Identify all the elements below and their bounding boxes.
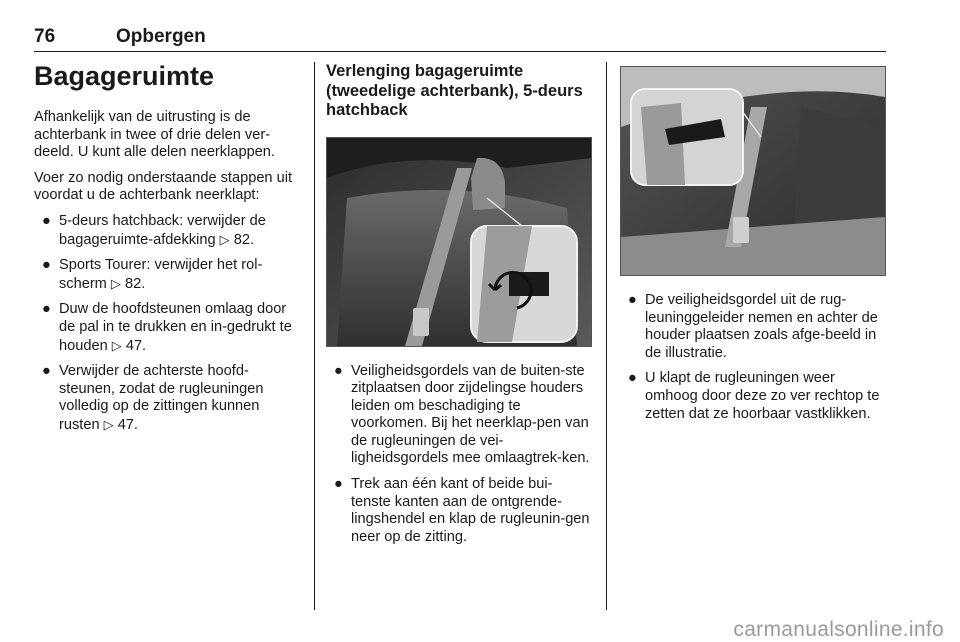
list-item-text: 5-deurs hatchback: verwijder de bagageruimte-afdekking: [59, 212, 266, 248]
bullet-icon: ●: [42, 212, 51, 229]
page-ref[interactable]: 47.: [117, 416, 138, 433]
column-divider-1: [314, 62, 315, 610]
list-item-text: Verwijder de achterste hoofd-steunen, zodat de rugleuningen volledig op de zittingen kunnen rusten: [59, 363, 264, 433]
subsection-title: Verlenging bagageruimte (tweedelige achterbank), 5-deurs hatchback: [326, 62, 583, 119]
bullet-icon: ●: [628, 292, 637, 308]
holder-instructions-list: [620, 292, 886, 423]
list-item: [620, 370, 886, 423]
list-item: [34, 257, 298, 293]
triangle-right-icon: ▷: [111, 337, 122, 353]
seatbelt-holder-illustration: [620, 66, 886, 276]
column-3: [620, 58, 886, 431]
page-number: 76: [34, 26, 56, 47]
section-title: Bagageruimte: [34, 61, 215, 91]
page-ref[interactable]: 47.: [125, 337, 147, 354]
column-divider-2: [606, 62, 607, 610]
steps-list: [34, 213, 298, 435]
list-item: [34, 213, 298, 249]
page-ref[interactable]: 82.: [124, 275, 146, 292]
column-2: [326, 58, 592, 554]
list-item-text: Duw de hoofdsteunen omlaag door de pal in te drukken en in-gedrukt te houden: [59, 301, 292, 354]
chapter-title: Opbergen: [116, 26, 206, 47]
header-rule: [34, 51, 886, 52]
bullet-icon: ●: [42, 363, 51, 380]
list-item-text: U klapt de rugleuningen weer omhoog door deze zo ver rechtop te zetten dat ze hoorbaar vastklikken.: [645, 370, 880, 422]
list-item-text: Sports Tourer: verwijder het rol-scherm: [59, 257, 263, 292]
instructions-list: [326, 363, 592, 547]
list-item: [326, 363, 592, 469]
watermark: carmanualsonline.info: [733, 618, 944, 641]
seatbelt-holder-image: [621, 67, 885, 275]
page-ref[interactable]: 82.: [233, 231, 254, 248]
triangle-right-icon: ▷: [110, 275, 121, 291]
list-item-text: Veiligheidsgordels van de buiten-ste zitplaatsen door zijdelingse houders leiden om beschadiging te voorkomen. Bij het neerklap-pen van de rugleuningen de vei-ligheidsgordels mee omlaagtrek-ken.: [351, 362, 590, 467]
list-item-text: De veiligheidsgordel uit de rug-leuninggeleider nemen en achter de houder plaatsen zoals afge-beeld in de illustratie.: [645, 292, 878, 361]
intro-paragraph: Afhankelijk van de uitrusting is de achterbank in twee of drie delen ver-deeld. U kunt alle delen neerklappen.: [34, 109, 275, 161]
steps-paragraph: Voer zo nodig onderstaande stappen uit voordat u de achterbank neerklapt:: [34, 169, 293, 204]
column-1: [34, 58, 298, 443]
seatbelt-guide-illustration: [326, 137, 592, 347]
list-item: [34, 363, 298, 434]
list-item: [620, 292, 886, 362]
seatbelt-guide-image: [327, 138, 591, 346]
bullet-icon: ●: [628, 370, 637, 387]
bullet-icon: ●: [42, 257, 51, 274]
bullet-icon: ●: [334, 362, 343, 379]
list-item: [34, 301, 298, 355]
list-item-text: Trek aan één kant of beide bui-tenste kanten aan de ontgrende-lingshendel en klap de rugleunin-gen neer op de zitting.: [351, 476, 590, 545]
triangle-right-icon: ▷: [103, 416, 114, 432]
triangle-right-icon: ▷: [219, 231, 230, 247]
bullet-icon: ●: [334, 476, 343, 493]
list-item: [326, 476, 592, 546]
bullet-icon: ●: [42, 301, 51, 318]
